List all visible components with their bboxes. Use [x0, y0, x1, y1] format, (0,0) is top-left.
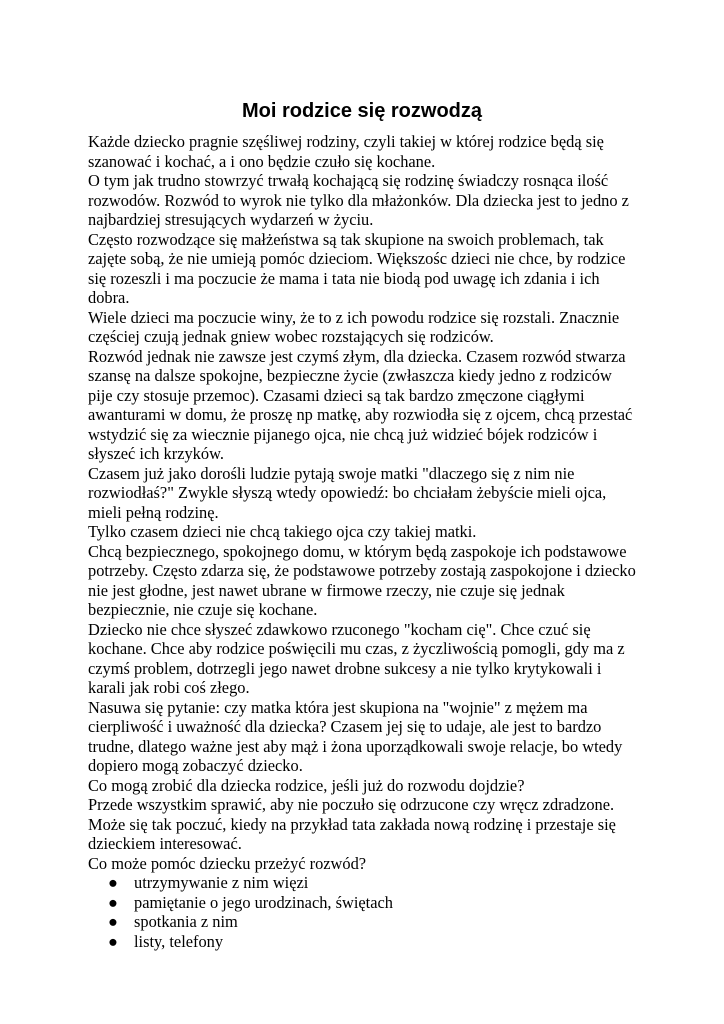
document-body	[88, 132, 648, 951]
text-line: Nasuwa się pytanie: czy matka która jest skupiona na "wojnie" z mężem ma	[88, 697, 588, 717]
text-line: wstydzić się za wiecznie pijanego ojca, nie chcą już widzieć bójek rodziców i	[88, 424, 598, 444]
text-line: cierpliwość i uważność dla dziecka? Czasem jej się to udaje, ale jest to bardzo	[88, 717, 602, 736]
bullet-icon: ●	[108, 873, 118, 892]
text-line: nie jest głodne, jest nawet ubrane w firmowe rzeczy, nie czuje się jednak	[88, 580, 565, 600]
list-item-text: pamiętanie o jego urodzinach, świętach	[134, 892, 393, 912]
text-line: awanturami w domu, że proszę np matkę, aby rozwiodła się z ojcem, chcą przestać	[88, 405, 633, 424]
text-line: dzieckiem interesować.	[88, 834, 242, 853]
text-line: trudne, dlatego ważne jest aby mąż i żona uporządkowali swoje relacje, bo wtedy	[88, 736, 623, 756]
text-line: Wiele dzieci ma poczucie winy, że to z ich powodu rodzice się rozstali. Znacznie	[88, 307, 620, 327]
text-line: bezpiecznie, nie czuje się kochane.	[88, 600, 318, 619]
text-line: czymś problem, dotrzegli jego nawet drobne sukcesy a nie tylko krytykowali i	[88, 658, 602, 678]
list-item	[88, 873, 648, 893]
text-line: Chcą bezpiecznego, spokojnego domu, w którym będą zaspokoje ich podstawowe	[88, 541, 627, 561]
text-line: potrzeby. Często zdarza się, że podstawowe potrzeby zostają zaspokojone i dziecko	[88, 561, 636, 580]
text-line: Tylko czasem dzieci nie chcą takiego ojca czy takiej matki.	[88, 522, 477, 541]
list-item-text: utrzymywanie z nim więzi	[134, 873, 309, 892]
text-line: mieli pełną rodzinę.	[88, 502, 219, 522]
list-item-text: spotkania z nim	[134, 912, 238, 931]
text-line: Często rozwodzące się małżeństwa są tak skupione na swoich problemach, tak	[88, 229, 604, 249]
text-line: Czasem już jako dorośli ludzie pytają swoje matki "dlaczego się z nim nie	[88, 463, 575, 483]
text-line: Co może pomóc dziecku przeżyć rozwód?	[88, 853, 367, 873]
bullet-icon: ●	[108, 912, 118, 931]
text-line: częściej czują jednak gniew wobec rozstających się rodziców.	[88, 327, 494, 346]
text-line: dopiero mogą zobaczyć dziecko.	[88, 756, 303, 775]
text-line: najbardziej stresujących wydarzeń w życiu.	[88, 210, 374, 229]
list-item	[88, 912, 648, 932]
list-item-text: listy, telefony	[134, 931, 224, 951]
text-line: pije czy stosuje przemoc). Czasami dzieci są tak bardzo zmęczone ciągłymi	[88, 385, 585, 405]
text-line: Dziecko nie chce słyszeć zdawkowo rzuconego "kocham cię". Chce czuć się	[88, 619, 591, 639]
text-line: Rozwód jednak nie zawsze jest czymś złym, dla dziecka. Czasem rozwód stwarza	[88, 346, 626, 366]
document-title: Moi rodzice się rozwodzą	[241, 100, 483, 122]
text-line: O tym jak trudno stowrzyć trwałą kochającą się rodzinę świadczy rosnąca ilość	[88, 171, 609, 190]
bullet-icon: ●	[108, 931, 118, 951]
text-line: Przede wszystkim sprawić, aby nie poczuło się odrzucone czy wręcz zdradzone.	[88, 795, 615, 814]
bullet-icon: ●	[108, 892, 118, 912]
text-line: zajęte sobą, że nie umieją pomóc dzieciom. Większośc dzieci nie chce, by rodzice	[88, 249, 626, 268]
text-line: rozwodów. Rozwód to wyrok nie tylko dla młażonków. Dla dziecka jest to jedno z	[88, 190, 629, 210]
text-line: słyszeć ich krzyków.	[88, 444, 224, 463]
text-line: kochane. Chce aby rodzice poświęcili mu czas, z życzliwością pomogli, gdy ma z	[88, 639, 625, 658]
text-line: dobra.	[88, 288, 130, 307]
text-line: karali jak robi coś złego.	[88, 678, 250, 697]
list-item	[88, 893, 648, 913]
text-line: Może się tak poczuć, kiedy na przykład tata zakłada nową rodzinę i przestaje się	[88, 814, 616, 834]
bullet-list	[88, 873, 648, 951]
text-line: rozwiodłaś?" Zwykle słyszą wtedy opowiedź: bo chciałam żebyście mieli ojca,	[88, 483, 607, 502]
text-line: szanować i kochać, a i ono będzie czuło się kochane.	[88, 151, 436, 171]
paragraph-lines	[88, 132, 648, 873]
list-item	[88, 932, 648, 952]
text-line: Co mogą zrobić dla dziecka rodzice, jeśli już do rozwodu dojdzie?	[88, 775, 525, 795]
text-line: się rozeszli i ma poczucie że mama i tata nie biodą pod uwagę ich zdania i ich	[88, 268, 600, 288]
text-line: szansę na dalsze spokojne, bezpieczne życie (zwłaszcza kiedy jedno z rodziców	[88, 366, 612, 385]
text-line: Każde dziecko pragnie szęśliwej rodziny, czyli takiej w której rodzice będą się	[88, 132, 604, 151]
